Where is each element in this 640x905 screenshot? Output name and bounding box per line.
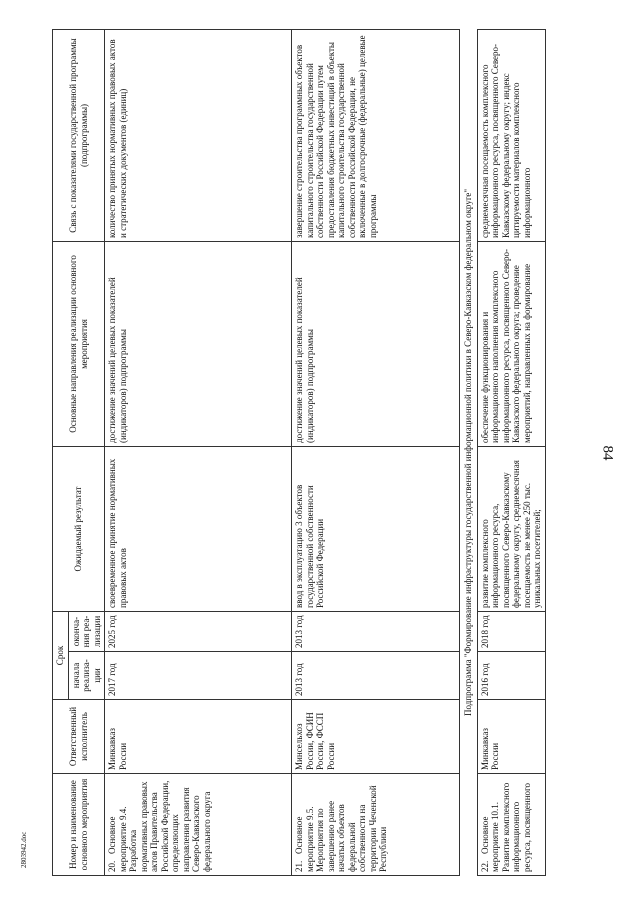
measures-table bbox=[52, 29, 546, 876]
subprogram-row bbox=[460, 29, 478, 875]
measure-end: 2013 год bbox=[292, 611, 460, 651]
measure-end: 2025 год bbox=[105, 611, 292, 651]
header-result: Ожидаемый результат bbox=[53, 446, 105, 611]
measure-start: 2016 год bbox=[477, 652, 545, 700]
table-row bbox=[105, 29, 292, 875]
subprogram-title: Подпрограмма "Формирование инфраструктуры государственной информационной политики в Северо-Кавказском федеральном округе" bbox=[463, 188, 474, 717]
measure-num-name: 22. Основное мероприятие 10.1. Развитие комплексного информационного ресурса, посвященного bbox=[477, 774, 545, 876]
landscape-page bbox=[52, 30, 585, 876]
table-row bbox=[292, 29, 460, 875]
header-end: оконча-ния реа-лизации bbox=[68, 611, 105, 651]
measure-executor: Минкавказ России bbox=[477, 700, 545, 774]
measure-end: 2018 год bbox=[477, 611, 545, 651]
measure-link: среднемесячная посещаемость комплексного информационного ресурса, посвященного Северо-Кавказскому федеральному округу; индекс цитируемости материалов комплексного информационного bbox=[477, 29, 545, 241]
measure-start: 2013 год bbox=[292, 652, 460, 700]
measure-result: ввод в эксплуатацию 3 объектов государственной собственности Российской Федерации bbox=[292, 446, 460, 611]
measure-directions: обеспечение функционирования и информационного наполнения комплексного информационного ресурса, посвященного Северо-Кавказского федерального округа; проведение мероприятий, направленных на формирование bbox=[477, 241, 545, 446]
measure-result: развитие комплексного информационного ресурса, посвященного Северо-Кавказскому федеральному округу, среднемесячная посещаемость не менее 250 тыс. уникальных посетителей; bbox=[477, 446, 545, 611]
measure-result: своевременное принятие нормативных правовых актов bbox=[105, 446, 292, 611]
measure-num-name: 21. Основное мероприятие 9.5. Мероприятия по завершению ранее начатых объектов федеральной собственности на территории Чеченской Республики bbox=[292, 774, 460, 876]
header-link: Связь с показателями государственной программы (подпрограммы) bbox=[53, 29, 105, 241]
header-num-name: Номер и наименование основного мероприятия bbox=[53, 774, 105, 876]
footer-filename: 2803942.doc bbox=[20, 831, 28, 868]
measure-num-name: 20. Основное мероприятие 9.4. Разработка нормативных правовых актов Правительства Российской Федерации, определяющих направления развития Северо-Кавказского федерального округа bbox=[105, 774, 292, 876]
page-number: 84 bbox=[599, 445, 616, 461]
measure-start: 2017 год bbox=[105, 652, 292, 700]
measure-directions: достижение значений целевых показателей (индикаторов) подпрограммы bbox=[292, 241, 460, 446]
measure-link: количество принятых нормативных правовых актов и стратегических документов (единиц) bbox=[105, 29, 292, 241]
header-executor: Ответственный исполнитель bbox=[53, 700, 105, 774]
measure-directions: достижение значений целевых показателей (индикаторов) подпрограммы bbox=[105, 241, 292, 446]
table-row bbox=[477, 29, 545, 875]
header-term: Срок bbox=[53, 611, 69, 699]
header-directions: Основные направления реализации основного мероприятия bbox=[53, 241, 105, 446]
header-start: начала реализа-ции bbox=[68, 652, 105, 700]
measure-executor: Минсельхоз России, ФСИН России, ФССП России bbox=[292, 700, 460, 774]
measure-executor: Минкавказ России bbox=[105, 700, 292, 774]
measure-link: завершение строительства программных объектов капитального строительства государственной собственности Российской Федерации путем предоставления бюджетных инвестиций в объекты капитального строительства государственной собственности Российской Федерации, не включенные в долгосрочные (федеральные) целевые программы bbox=[292, 29, 460, 241]
